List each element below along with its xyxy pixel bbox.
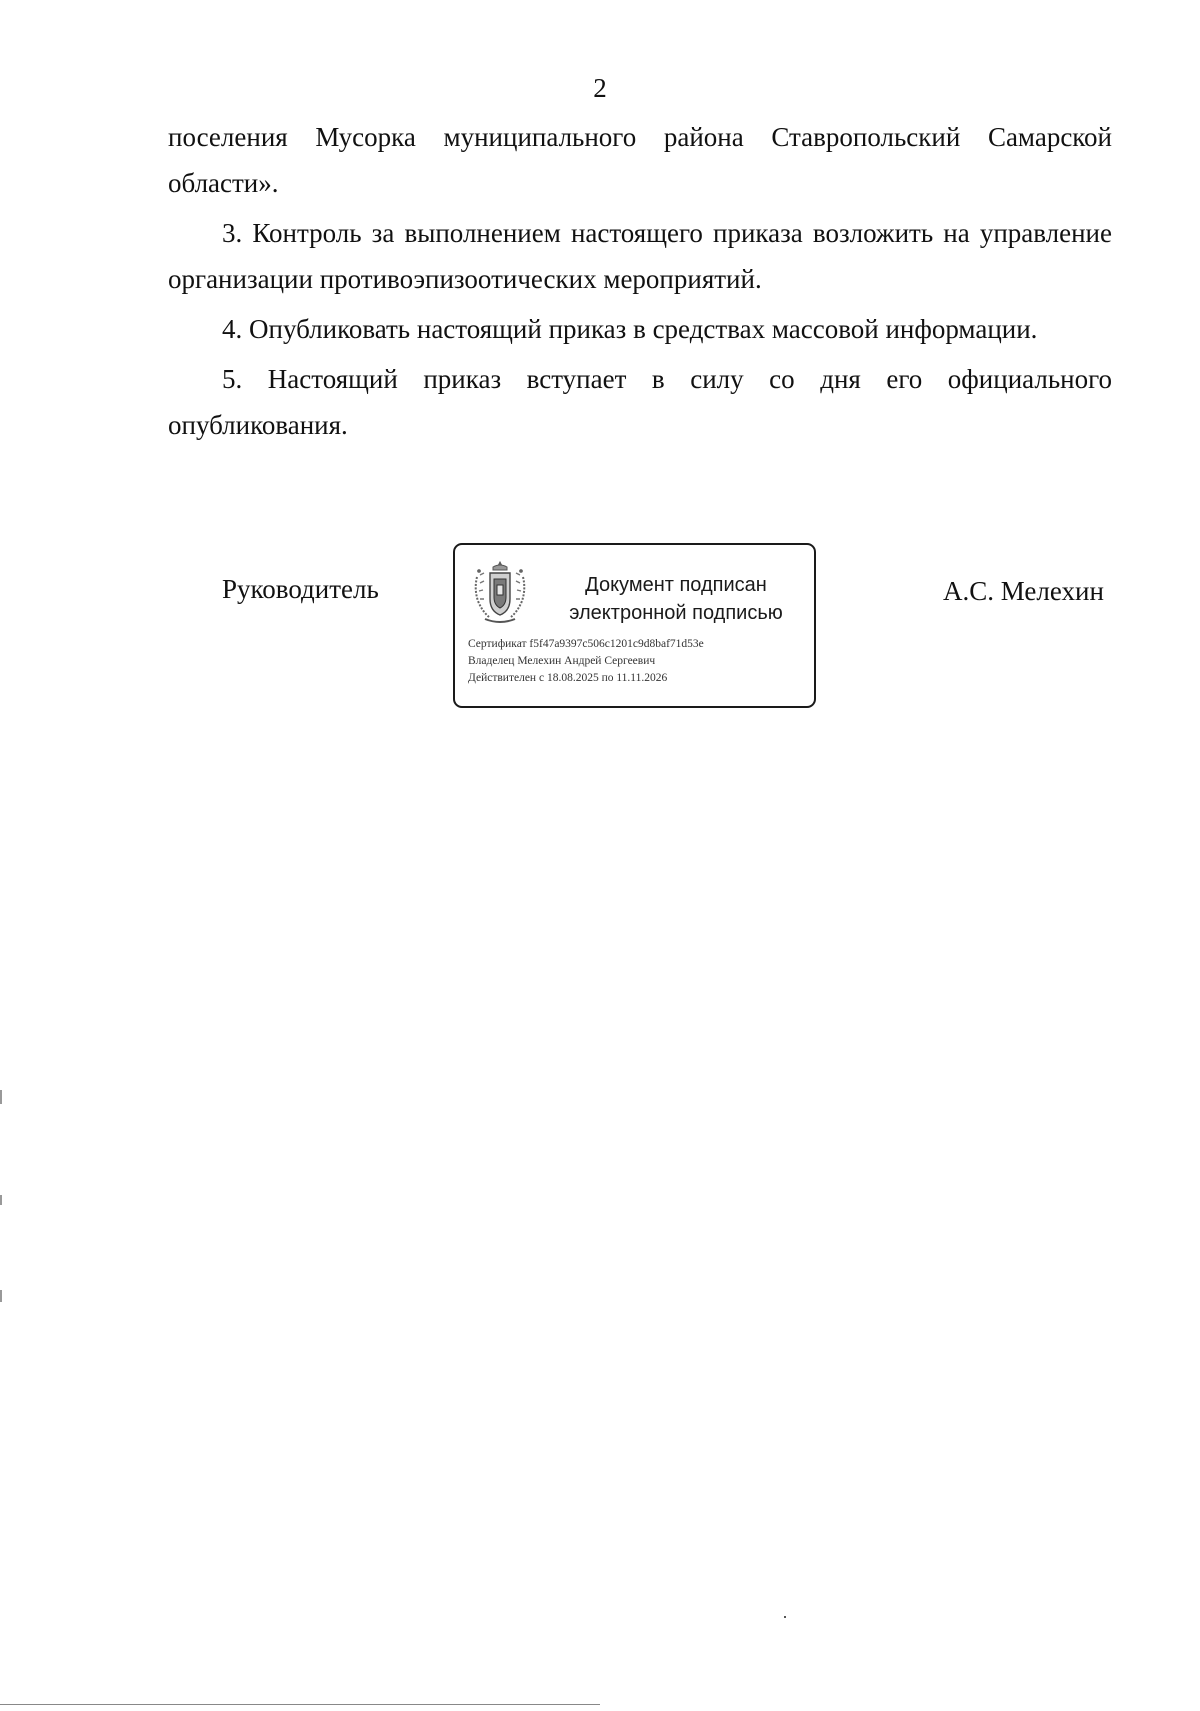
stamp-certificate: Сертификат f5f47a9397c506c1201c9d8baf71d53e: [468, 638, 704, 650]
stamp-title-line-2: электронной подписью: [569, 602, 783, 624]
stamp-validity: Действителен с 18.08.2025 по 11.11.2026: [468, 672, 668, 684]
document-body: [168, 114, 1112, 452]
scan-speck: [784, 1616, 786, 1618]
scan-left-edge-mark: [0, 1195, 2, 1205]
page-number: 2: [593, 73, 607, 103]
stamp-details: [468, 636, 808, 687]
scan-bottom-edge: [0, 1704, 600, 1705]
scan-left-edge-mark: [0, 1090, 2, 1104]
paragraph-item-5: 5. Настоящий приказ вступает в силу со дня его официального опубликования.: [168, 364, 1112, 440]
stamp-title-line-1: Документ подписан: [585, 574, 767, 596]
paragraph-continuation: поселения Мусорка муниципального района Ставропольский Самарской области».: [168, 122, 1112, 198]
signatory-name: А.С. Мелехин: [943, 576, 1104, 606]
scan-left-edge-mark: [0, 1290, 2, 1302]
paragraph-item-3: 3. Контроль за выполнением настоящего приказа возложить на управление организации противоэпизоотических мероприятий.: [168, 218, 1112, 294]
coat-of-arms-icon: [471, 559, 529, 627]
signatory-position: Руководитель: [222, 574, 379, 604]
electronic-signature-stamp: [453, 543, 816, 708]
paragraph-item-4: 4. Опубликовать настоящий приказ в средствах массовой информации.: [222, 314, 1038, 344]
stamp-owner: Владелец Мелехин Андрей Сергеевич: [468, 655, 656, 667]
stamp-title: [551, 571, 801, 627]
